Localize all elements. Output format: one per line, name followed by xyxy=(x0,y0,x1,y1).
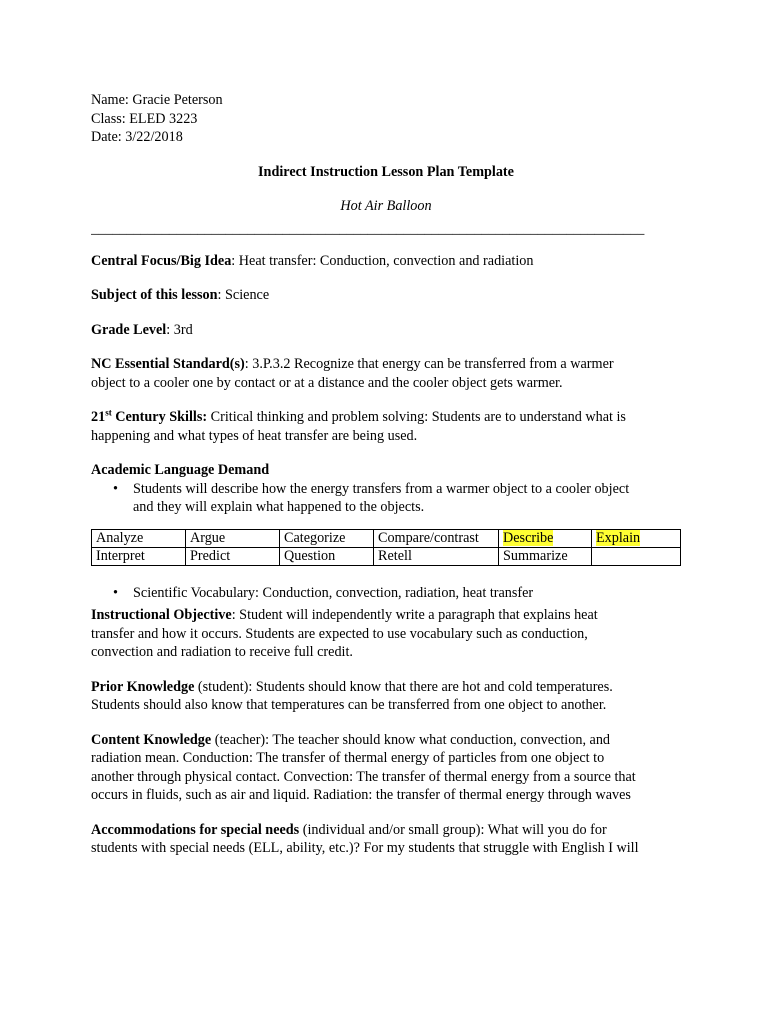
accommodations-text-2: students with special needs (ELL, ability, etc.)? For my students that struggle with English I will xyxy=(91,840,639,856)
instructional-objective-text-3: convection and radiation to receive full credit. xyxy=(91,644,353,660)
lesson-title: Hot Air Balloon xyxy=(340,198,432,214)
central-focus xyxy=(91,252,681,271)
academic-language xyxy=(91,461,681,517)
table-cell: Argue xyxy=(186,529,280,547)
academic-language-list xyxy=(91,480,681,517)
prior-knowledge-line-1 xyxy=(91,678,681,697)
list-item xyxy=(91,480,681,517)
content-knowledge-text-3: another through physical contact. Convection: The transfer of thermal energy from a source that xyxy=(91,768,636,785)
table-row xyxy=(92,547,681,565)
table-cell-highlighted xyxy=(592,529,681,547)
century-skills-text-1: Critical thinking and problem solving: Students are to understand what is xyxy=(207,409,626,425)
century-skills-label-rest: Century Skills: xyxy=(111,409,208,425)
academic-language-heading-text: Academic Language Demand xyxy=(91,462,270,478)
prior-knowledge xyxy=(91,678,681,715)
content-knowledge-label: Content Knowledge xyxy=(91,731,212,748)
class-name: Class: ELED 3223 xyxy=(91,110,198,127)
accommodations-label: Accommodations for special needs xyxy=(91,821,300,838)
table-cell: Predict xyxy=(186,547,280,565)
table-cell: Analyze xyxy=(92,529,186,547)
bullet-1-line-2: and they will explain what happened to the objects. xyxy=(133,499,425,515)
instructional-objective-line-1 xyxy=(91,606,681,625)
subject-label: Subject of this lesson xyxy=(91,287,218,303)
document-title xyxy=(91,163,681,182)
central-focus-text: : Heat transfer: Conduction, convection and radiation xyxy=(231,252,534,269)
century-skills-label xyxy=(91,409,207,425)
nc-standard-text-2: object to a cooler one by contact or at a distance and the cooler object gets warmer. xyxy=(91,374,563,391)
instructional-objective-text-2: transfer and how it occurs. Students are expected to use vocabulary such as conduction, xyxy=(91,625,588,642)
document-title-text: Indirect Instruction Lesson Plan Template xyxy=(258,163,514,180)
academic-language-heading xyxy=(91,461,681,480)
bullet-icon: • xyxy=(113,480,118,497)
table-cell: Retell xyxy=(374,547,499,565)
grade-level xyxy=(91,321,681,340)
century-skills-line-1 xyxy=(91,408,681,427)
prior-knowledge-text-1: (student): Students should know that there are hot and cold temperatures. xyxy=(194,678,613,695)
nc-standard xyxy=(91,355,681,392)
accommodations xyxy=(91,821,681,858)
century-skills xyxy=(91,408,681,445)
content-knowledge-text-4: occurs in fluids, such as air and liquid. Radiation: the transfer of thermal energy through waves xyxy=(91,787,631,803)
vocabulary-list xyxy=(91,584,681,603)
accommodations-text-1: (individual and/or small group): What will you do for xyxy=(299,821,607,838)
table-cell: Question xyxy=(280,547,374,565)
lesson-plan-page xyxy=(91,91,681,858)
nc-standard-line-1 xyxy=(91,355,681,374)
table-cell: Categorize xyxy=(280,529,374,547)
horizontal-rule: ______________________________________________________________________________ xyxy=(91,221,645,236)
century-skills-label-sup: st xyxy=(105,407,112,418)
grade-level-label: Grade Level xyxy=(91,321,167,338)
table-cell: Summarize xyxy=(499,547,592,565)
bullet-1-line-1: Students will describe how the energy transfers from a warmer object to a cooler object xyxy=(133,480,630,497)
content-knowledge-line-1 xyxy=(91,731,681,750)
subject xyxy=(91,286,681,305)
subject-text: : Science xyxy=(217,287,270,303)
content-knowledge-text-1: (teacher): The teacher should know what conduction, convection, and xyxy=(211,731,611,748)
accommodations-line-1 xyxy=(91,821,681,840)
instructional-objective-label: Instructional Objective xyxy=(91,607,232,623)
table-row xyxy=(92,529,681,547)
grade-level-text: : 3rd xyxy=(166,321,193,338)
vocabulary-table xyxy=(91,529,681,566)
content-knowledge-text-2: radiation mean. Conduction: The transfer of thermal energy of particles from one object to xyxy=(91,750,605,766)
nc-standard-text-1: : 3.P.3.2 Recognize that energy can be transferred from a warmer xyxy=(244,356,614,372)
date: Date: 3/22/2018 xyxy=(91,129,183,145)
highlighted-word: Explain xyxy=(596,529,641,546)
table-cell xyxy=(592,547,681,565)
table-cell-highlighted xyxy=(499,529,592,547)
bullet-icon: • xyxy=(113,584,118,601)
list-item xyxy=(91,584,681,603)
table-cell: Interpret xyxy=(92,547,186,565)
nc-standard-label: NC Essential Standard(s) xyxy=(91,356,245,372)
prior-knowledge-label: Prior Knowledge xyxy=(91,678,195,695)
prior-knowledge-text-2: Students should also know that temperatures can be transferred from one object to another. xyxy=(91,697,607,713)
central-focus-label: Central Focus/Big Idea xyxy=(91,252,232,269)
instructional-objective xyxy=(91,606,681,662)
table-cell: Compare/contrast xyxy=(374,529,499,547)
header-block xyxy=(91,91,681,147)
century-skills-text-2: happening and what types of heat transfer are being used. xyxy=(91,427,418,444)
highlighted-word: Describe xyxy=(503,529,554,546)
bullet-2-text: Scientific Vocabulary: Conduction, convection, radiation, heat transfer xyxy=(133,584,534,601)
student-name: Name: Gracie Peterson xyxy=(91,92,223,108)
instructional-objective-text-1: : Student will independently write a paragraph that explains heat xyxy=(231,607,598,623)
content-knowledge xyxy=(91,731,681,805)
century-skills-label-num: 21 xyxy=(91,409,106,425)
